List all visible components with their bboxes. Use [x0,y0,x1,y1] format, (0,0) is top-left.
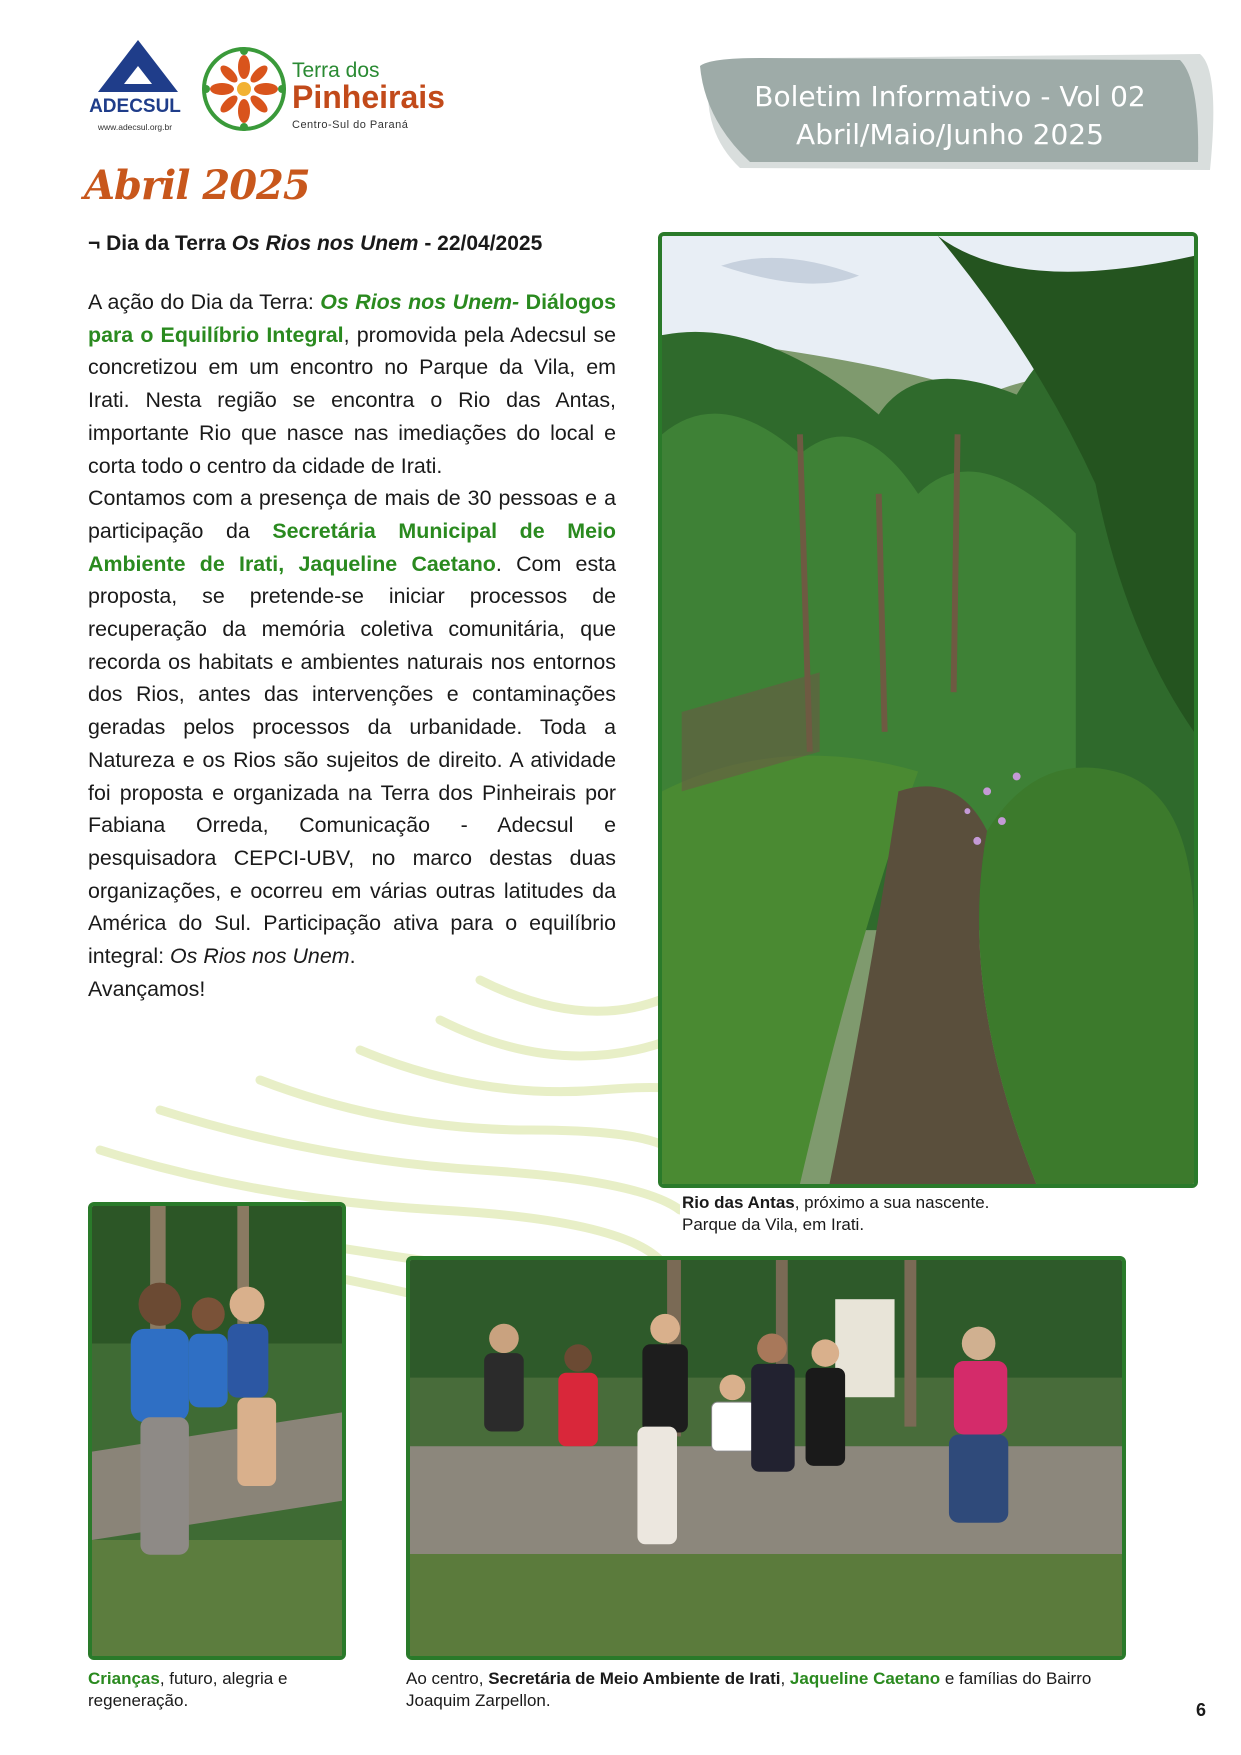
adecsul-url: www.adecsul.org.br [97,122,173,132]
group-photo-illustration [410,1260,1122,1656]
river-photo [658,232,1198,1188]
p2-text-b: . Com esta proposta, se pretende-se iniciar processos de recuperação da memória coletiva comunitária, que recorda os habitats e ambientes naturais nos entornos dos Rios, antes das intervenções e contaminações geradas pelos processos da urbanidade. Toda a Natureza e os Rios são sujeitos de direito. A atividade foi proposta e organizada na Terra dos Pinheirais por Fabiana Orreda, Comunicação - Adecsul e pesquisadora CEPCI-UBV, no marco destas duas organizações, e ocorreu em várias outras latitudes da América do Sul. Participação ativa para o equilíbrio integral: [88,551,616,969]
article-paragraph-1 [88,286,616,482]
terra-logo-line2: Pinheirais [292,79,445,115]
p2-text-a: Contamos com a presença de mais de 30 pessoas e a participação da [88,486,616,543]
group-caption-bold: Secretária de Meio Ambiente de Irati [488,1669,781,1688]
adecsul-a-cutout [124,66,152,84]
children-photo-illustration [92,1206,342,1656]
section-heading [88,232,542,256]
adecsul-logo [80,40,190,140]
adecsul-name: ADECSUL [89,96,181,117]
terra-logo-line1: Terra dos [292,59,380,82]
terra-dos-pinheirais-logo [200,45,480,140]
children-photo [88,1202,346,1660]
river-photo-illustration [662,236,1194,1184]
section-heading-italic: Os Rios nos Unem [231,232,419,255]
month-title: Abril 2025 [84,162,310,209]
p2-italic: Os Rios nos Unem [170,944,350,969]
terra-logo-line3: Centro-Sul do Paraná [292,119,409,131]
group-photo-caption [406,1668,1126,1712]
river-caption-line2: Parque da Vila, em Irati. [682,1215,865,1234]
bulletin-banner [700,40,1230,200]
group-caption-sep: , [780,1669,790,1688]
article-paragraph-2 [88,482,616,973]
kids-caption-bold: Crianças [88,1669,160,1688]
group-caption-a: Ao centro, [406,1669,489,1688]
article-body [88,286,616,1005]
group-caption-b: e famílias do Bairro Joaquim Zarpellon. [406,1669,1092,1710]
p1-highlight-italic: Os Rios nos Unem- [320,290,520,314]
p2-text-c: . [349,944,356,969]
bulletin-period: Abril/Maio/Junho 2025 [796,118,1104,151]
group-caption-green: Jaqueline Caetano [789,1669,941,1688]
section-heading-prefix: ¬ Dia da Terra [88,232,226,255]
children-photo-caption [88,1668,388,1712]
kids-caption-rest: , futuro, alegria e regeneração. [88,1669,288,1710]
p1-text-b: , promovida pela Adecsul se concretizou em um encontro no Parque da Vila, em Irati. Nesta região se encontra o Rio das Antas, importante Rio que nasce nas imediações do local e corta todo o centro da cidade de Irati. [88,322,616,478]
river-photo-caption [682,1192,1182,1236]
article-paragraph-3: Avançamos! [88,976,206,1001]
page-number: 6 [1196,1700,1207,1720]
p1-highlight: Diálogos para o Equilíbrio Integral [88,290,616,347]
section-heading-date: - 22/04/2025 [424,232,543,255]
group-photo [406,1256,1126,1660]
p1-text-a: A ação do Dia da Terra: [88,290,321,314]
p2-highlight: Secretária Municipal de Meio Ambiente de Irati, Jaqueline Caetano [88,518,616,576]
river-caption-bold: Rio das Antas [682,1193,795,1212]
bulletin-volume: Boletim Informativo - Vol 02 [754,80,1146,113]
flower-emblem-icon [200,45,288,133]
river-caption-rest: , próximo a sua nascente. [794,1193,990,1212]
